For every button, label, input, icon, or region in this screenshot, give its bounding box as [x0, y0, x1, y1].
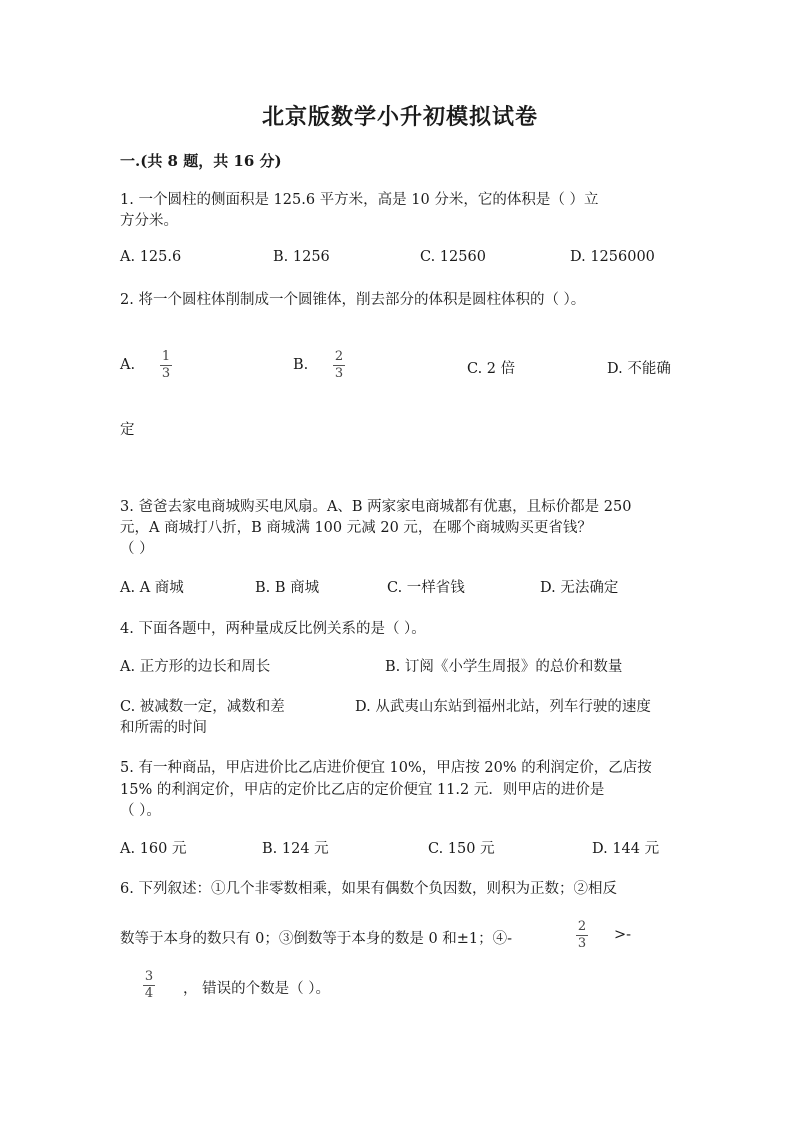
- q6-stem-line1: 6. 下列叙述：①几个非零数相乘，如果有偶数个负因数，则积为正数；②相反: [120, 881, 617, 897]
- q3-stem-line1: 3. 爸爸去家电商城购买电风扇。A、B 两家家电商城都有优惠，且标价都是 250: [120, 499, 632, 515]
- q3-option-b: B. B 商城: [255, 580, 320, 596]
- section-heading: 一.(共 8 题，共 16 分): [120, 152, 282, 170]
- q1-stem-line2: 方分米。: [120, 213, 178, 229]
- q4-option-c: C. 被减数一定，减数和差: [120, 699, 285, 715]
- q2-option-d-continued: 定: [120, 422, 135, 438]
- q5-stem-line2: 15% 的利润定价，甲店的定价比乙店的定价便宜 11.2 元．则甲店的进价是: [120, 782, 605, 798]
- q1-option-b: B. 1256: [273, 249, 330, 265]
- q3-option-c: C. 一样省钱: [387, 580, 465, 596]
- q1-option-a: A. 125.6: [120, 249, 182, 265]
- q6-fraction-2-numerator: 3: [144, 969, 154, 984]
- q2-option-a-numerator: 1: [161, 349, 171, 364]
- q4-option-d: D. 从武夷山东站到福州北站，列车行驶的速度: [355, 699, 651, 715]
- q5-option-a: A. 160 元: [120, 841, 187, 857]
- q2-stem: 2. 将一个圆柱体削制成一个圆锥体，削去部分的体积是圆柱体积的（ ）。: [120, 292, 586, 308]
- q1-option-c: C. 12560: [420, 249, 486, 265]
- q6-fraction-three-quarters: [143, 970, 155, 1001]
- q2-option-a-fraction: [160, 350, 172, 381]
- q6-comparison-sign: >-: [614, 927, 632, 943]
- q5-stem-line3: （ ）。: [120, 803, 161, 819]
- q2-option-d: D. 不能确: [607, 361, 671, 377]
- q5-option-b: B. 124 元: [262, 841, 329, 857]
- page-title: 北京版数学小升初模拟试卷: [261, 104, 538, 130]
- q4-option-a: A. 正方形的边长和周长: [120, 659, 271, 675]
- q4-stem: 4. 下面各题中，两种量成反比例关系的是（ ）。: [120, 621, 426, 637]
- q6-fraction-2-denominator: 4: [144, 986, 154, 1001]
- q2-option-a-label: A.: [120, 357, 136, 373]
- q3-option-d: D. 无法确定: [540, 580, 619, 596]
- q2-option-b-label: B.: [293, 357, 309, 373]
- q2-option-c: C. 2 倍: [467, 361, 516, 377]
- q5-option-d: D. 144 元: [592, 841, 660, 857]
- q5-option-c: C. 150 元: [428, 841, 495, 857]
- q2-option-b-denominator: 3: [334, 366, 344, 381]
- q1-stem-line1: 1. 一个圆柱的侧面积是 125.6 平方米，高是 10 分米，它的体积是（ ）立: [120, 192, 599, 208]
- q6-fraction-two-thirds: [576, 920, 588, 951]
- q3-stem-line2: 元，A 商城打八折，B 商城满 100 元减 20 元，在哪个商城购买更省钱？: [120, 520, 592, 536]
- q6-fraction-1-denominator: 3: [577, 936, 587, 951]
- q6-fraction-1-numerator: 2: [577, 919, 587, 934]
- q1-option-d: D. 1256000: [570, 249, 655, 265]
- q3-option-a: A. A 商城: [120, 580, 184, 596]
- q2-option-b-numerator: 2: [334, 349, 344, 364]
- q6-stem-line2: 数等于本身的数只有 0；③倒数等于本身的数是 0 和±1；④-: [120, 931, 513, 947]
- q5-stem-line1: 5. 有一种商品，甲店进价比乙店进价便宜 10%，甲店按 20% 的利润定价，乙店按: [120, 760, 652, 776]
- q4-option-b: B. 订阅《小学生周报》的总价和数量: [385, 659, 623, 675]
- q2-option-b-fraction: [333, 350, 345, 381]
- q2-option-a-denominator: 3: [161, 366, 171, 381]
- q4-option-d-continued: 和所需的时间: [120, 720, 207, 736]
- q6-stem-line3: ， 错误的个数是（ ）。: [183, 981, 330, 997]
- q3-stem-line3: （ ）: [120, 541, 154, 557]
